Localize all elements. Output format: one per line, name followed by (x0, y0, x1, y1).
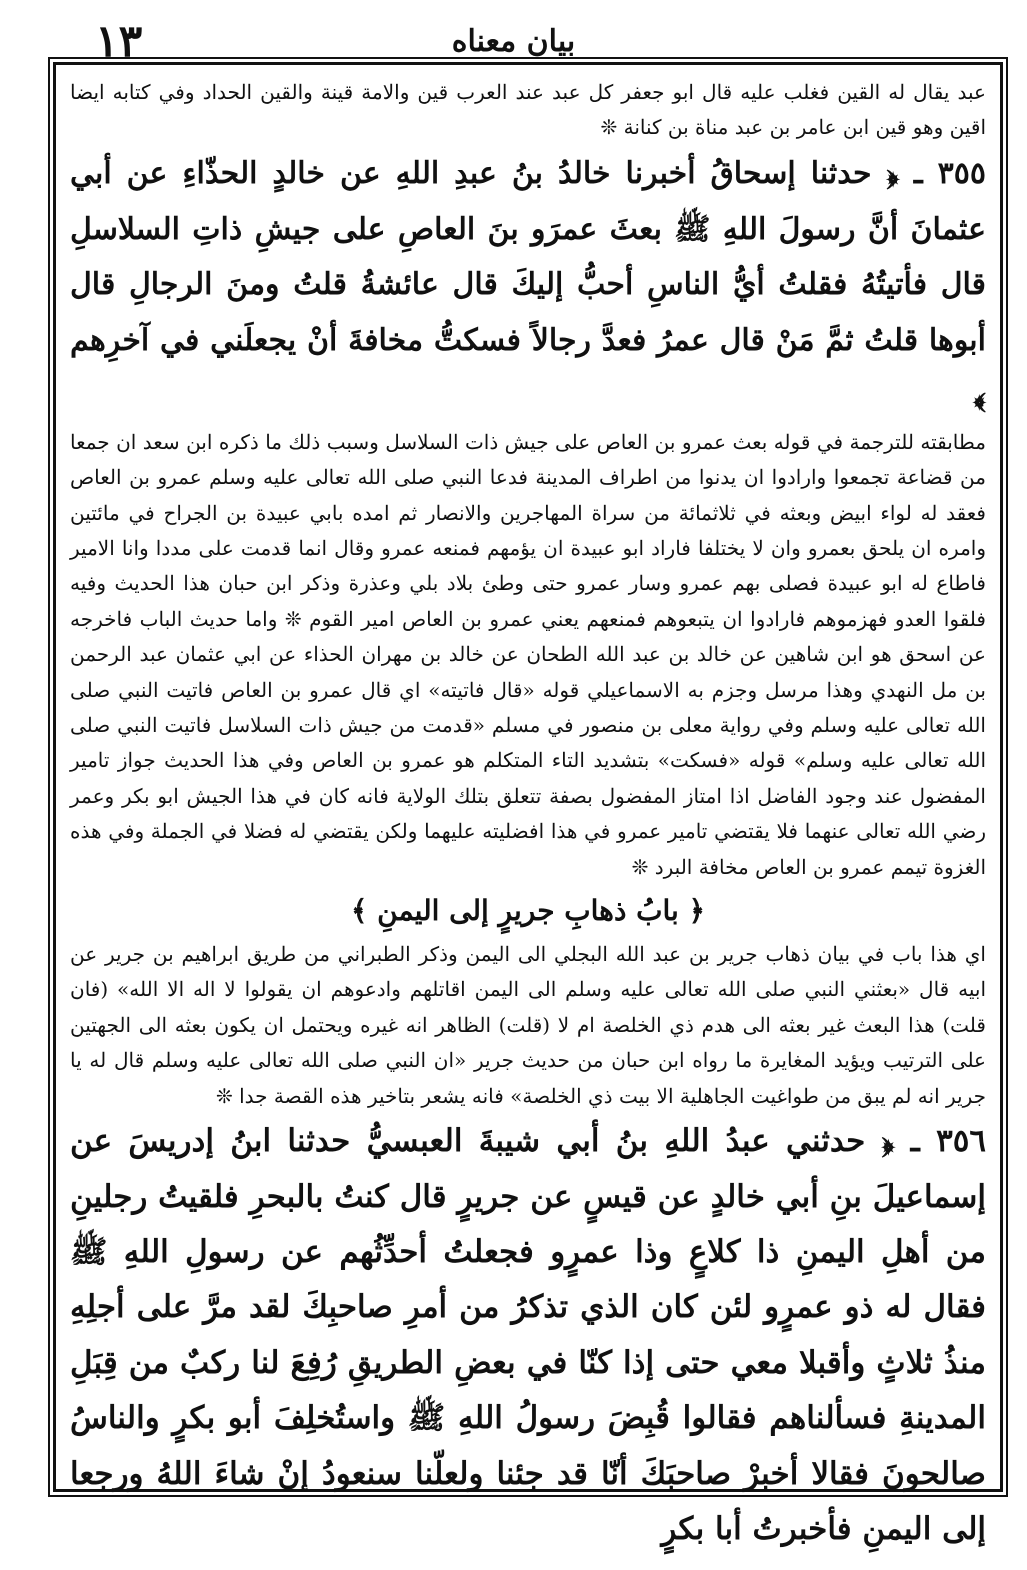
hadith-number: ٣٥٥ ـ (913, 155, 986, 191)
hadith-356 (70, 1114, 986, 1557)
commentary-chapter: اي هذا باب في بيان ذهاب جرير بن عبد الله البجلي الى اليمن وذكر الطبراني من طريق ابراهيم بن جرير عن ابيه قال «بعثني النبي صلى الله تعالى عليه وسلم الى اليمن اقاتلهم وادعوهم ان يقولوا لا اله الا الله» (فان قلت) هذا البعث غير بعثه الى هدم ذي الخلصة ام لا (قلت) الظاهر انه غيره ويحتمل ان يكون بعثه الى الجهتين على الترتيب ويؤيد المغايرة ما رواه ابن حبان من حديث جرير «ان النبي صلى الله تعالى عليه وسلم قال له يا جرير انه لم يبق من طواغيت الجاهلية الا بيت ذي الخلصة» فانه يشعر بتاخير هذه القصة جدا ❊ (70, 942, 986, 1108)
page-content (70, 75, 987, 1547)
running-title: بیان معناه (451, 24, 576, 59)
chapter-title: ﴿ بابُ ذهابِ جريرٍ إلى اليمنِ ﴾ (350, 894, 706, 928)
hadith-number: ٣٥٦ ـ (910, 1123, 987, 1160)
page-frame (53, 62, 1003, 1547)
page-number: ١٣ (95, 16, 143, 67)
hadith-text: ﴿ حدثنا إسحاقُ أخبرنا خالدُ بنُ عبدِ اللهِ عن خالدٍ الحذّاءِ عن أبي عثمانَ أنَّ رسولَ اللهِ ﷺ بعثَ عمرَو بنَ العاصِ على جيشِ ذاتِ السلاسلِ قال فأتيتُهُ فقلتُ أيُّ الناسِ أحبُّ إليكَ قال عائشةُ قلتُ ومنَ الرجالِ قال أبوها قلتُ ثمَّ مَنْ قال عمرُ فعدَّ رجالاً فسكتُّ مخافةَ أنْ يجعلَني في آخرِهم ﴾ (70, 155, 986, 414)
commentary-355: مطابقته للترجمة في قوله بعث عمرو بن العاص على جيش ذات السلاسل وسبب ذلك ما ذكره ابن سعد ان جمعا من قضاعة تجمعوا وارادوا ان يدنوا من اطراف المدينة فدعا النبي صلى الله تعالى عليه وسلم عمرو بن العاص فعقد له لواء ابيض وبعثه في ثلاثمائة من سراة المهاجرين والانصار ثم امده بابي عبيدة بن الجراح في مائتين وامره ان يلحق بعمرو وان لا يختلفا فاراد ابو عبيدة ان يؤمهم فمنعه عمرو وقال انما قدمت على مددا وانا الامير فاطاع له ابو عبيدة فصلى بهم عمرو وسار عمرو حتى وطئ بلاد بلي وعذرة وذكر ابن حبان هذا الحديث وفيه فلقوا العدو فهزموهم فارادوا ان يتبعوهم فمنعهم يعني عمرو بن العاص امير القوم ❊ واما حديث الباب فاخرجه عن اسحق هو ابن شاهين عن خالد بن عبد الله الطحان عن خالد بن مهران الحذاء عن ابي عثمان عبد الرحمن بن مل النهدي وهذا مرسل وجزم به الاسماعيلي قوله «قال فاتيته» اي قال عمرو بن العاص فاتيت النبي صلى الله تعالى عليه وسلم وفي رواية معلى بن منصور في مسلم «قدمت من جيش ذات السلاسل فاتيت النبي صلى الله تعالى عليه وسلم» قوله «فسكت» بتشديد التاء المتكلم هو عمرو بن العاص وفي هذا الحديث جواز تامير المفضول عند وجود الفاضل اذا امتاز المفضول بصفة تتعلق بتلك الولاية فانه كان في هذا الجيش ابو بكر وعمر رضي الله تعالى عنهما فلا يقتضي تامير عمرو في هذا افضليته عليهما ولكن يقتضي له فضلا في الجملة وفي هذه الغزوة تيمم عمرو بن العاص مخافة البرد ❊ (70, 429, 986, 879)
hadith-355 (70, 146, 986, 425)
hadith-text: ﴿ حدثني عبدُ اللهِ بنُ أبي شيبةَ العبسيُّ حدثنا ابنُ إدريسَ عن إسماعيلَ بنِ أبي خالدٍ عن قيسٍ عن جريرٍ قال كنتُ بالبحرِ فلقيتُ رجلينِ من أهلِ اليمنِ ذا كلاعٍ وذا عمرٍو فجعلتُ أحدِّثُهم عن رسولِ اللهِ ﷺ فقال له ذو عمرٍو لئن كان الذي تذكرُ من أمرِ صاحبِكَ لقد مرَّ على أجلِهِ منذُ ثلاثٍ وأقبلا معي حتى إذا كنّا في بعضِ الطريقِ رُفِعَ لنا ركبٌ من قِبَلِ المدينةِ فسألناهم فقالوا قُبِضَ رسولُ اللهِ ﷺ واستُخلِفَ أبو بكرٍ والناسُ صالحونَ فقالا أخبرْ صاحبَكَ أنّا قد جئنا ولعلّنا سنعودُ إنْ شاءَ اللهُ ورجعا إلى اليمنِ فأخبرتُ أبا بكرٍ (70, 1123, 987, 1547)
commentary-intro: عبد يقال له القين فغلب عليه قال ابو جعفر كل عبد عند العرب قين والامة قينة والقين الحداد وفي كتابه ايضا اقين وهو قين ابن عامر بن عبد مناة بن كنانة ❊ (70, 80, 986, 140)
